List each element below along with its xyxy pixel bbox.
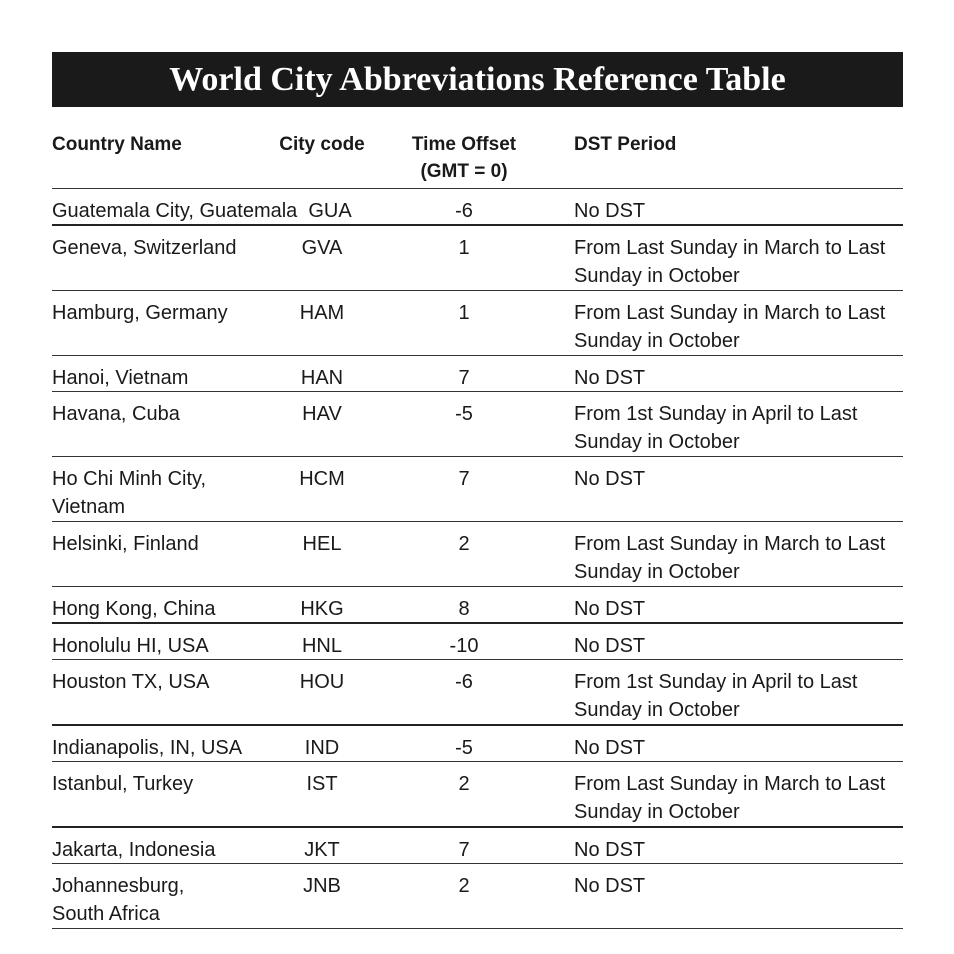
code-cell: JNB	[303, 875, 341, 897]
dst-cell: From Last Sunday in March to Last Sunday in October	[574, 302, 886, 352]
table-row	[52, 457, 903, 522]
code-cell: JKT	[304, 839, 340, 861]
offset-cell: -6	[455, 200, 473, 222]
dst-cell: From 1st Sunday in April to Last Sunday in October	[574, 403, 858, 453]
country-cell: Hong Kong, China	[52, 598, 216, 620]
table-row	[52, 356, 903, 392]
country-cell: Indianapolis, IN, USA	[52, 737, 243, 759]
header-offset	[394, 131, 534, 185]
offset-cell: 7	[458, 468, 470, 490]
header-code: City code	[279, 134, 365, 155]
code-cell: GVA	[301, 237, 343, 259]
dst-cell: No DST	[574, 737, 646, 759]
offset-cell: 2	[458, 875, 470, 897]
code-cell: IND	[304, 737, 340, 759]
code-cell: GUA	[308, 200, 352, 222]
offset-cell: -5	[455, 403, 473, 425]
dst-cell: No DST	[574, 200, 646, 222]
offset-cell: 7	[458, 367, 470, 389]
offset-cell: 1	[458, 237, 470, 259]
header-country: Country Name	[52, 134, 182, 155]
table-row	[52, 762, 903, 828]
offset-cell: 2	[458, 533, 470, 555]
dst-cell: No DST	[574, 468, 646, 490]
code-cell: HEL	[302, 533, 342, 555]
page-title: World City Abbreviations Reference Table	[52, 52, 903, 107]
table-row	[52, 291, 903, 356]
dst-cell: No DST	[574, 367, 646, 389]
country-cell: Hanoi, Vietnam	[52, 367, 189, 389]
code-cell: HAM	[299, 302, 345, 324]
code-cell: HNL	[301, 635, 342, 657]
header-dst: DST Period	[574, 134, 677, 155]
table-row	[52, 392, 903, 457]
dst-cell: No DST	[574, 839, 646, 861]
header-offset-line1: Time Offset	[411, 134, 517, 155]
code-cell: HCM	[299, 468, 345, 490]
country-cell: Ho Chi Minh City, Vietnam	[52, 468, 207, 518]
country-cell: Jakarta, Indonesia	[52, 839, 216, 861]
dst-cell: From Last Sunday in March to Last Sunday in October	[574, 773, 886, 823]
table-row	[52, 587, 903, 624]
city-table	[52, 128, 903, 929]
country-cell: Johannesburg, South Africa	[52, 875, 185, 925]
offset-cell: 2	[458, 773, 470, 795]
country-cell: Honolulu HI, USA	[52, 635, 209, 657]
table-row	[52, 864, 903, 929]
offset-cell: -5	[455, 737, 473, 759]
table-row	[52, 522, 903, 587]
offset-cell: 7	[458, 839, 470, 861]
dst-cell: No DST	[574, 875, 646, 897]
code-cell: IST	[306, 773, 338, 795]
table-row	[52, 660, 903, 726]
country-cell: Guatemala City, Guatemala	[52, 200, 298, 222]
dst-cell: No DST	[574, 598, 646, 620]
table-row	[52, 226, 903, 291]
country-cell: Helsinki, Finland	[52, 533, 199, 555]
offset-cell: -10	[449, 635, 479, 657]
offset-cell: -6	[455, 671, 473, 693]
country-cell: Hamburg, Germany	[52, 302, 228, 324]
code-cell: HAV	[302, 403, 342, 425]
offset-cell: 1	[458, 302, 470, 324]
country-cell: Havana, Cuba	[52, 403, 180, 425]
code-cell: HKG	[300, 598, 344, 620]
table-header	[52, 128, 903, 189]
dst-cell: From 1st Sunday in April to Last Sunday in October	[574, 671, 858, 721]
dst-cell: From Last Sunday in March to Last Sunday in October	[574, 237, 886, 287]
table-row	[52, 726, 903, 762]
dst-cell: No DST	[574, 635, 646, 657]
country-cell: Houston TX, USA	[52, 671, 210, 693]
header-offset-line2: (GMT = 0)	[420, 161, 508, 182]
table-row	[52, 828, 903, 864]
table-row	[52, 189, 903, 226]
code-cell: HOU	[299, 671, 345, 693]
dst-cell: From Last Sunday in March to Last Sunday in October	[574, 533, 886, 583]
table-row	[52, 624, 903, 660]
offset-cell: 8	[458, 598, 470, 620]
country-cell: Geneva, Switzerland	[52, 237, 237, 259]
country-cell: Istanbul, Turkey	[52, 773, 194, 795]
code-cell: HAN	[300, 367, 344, 389]
